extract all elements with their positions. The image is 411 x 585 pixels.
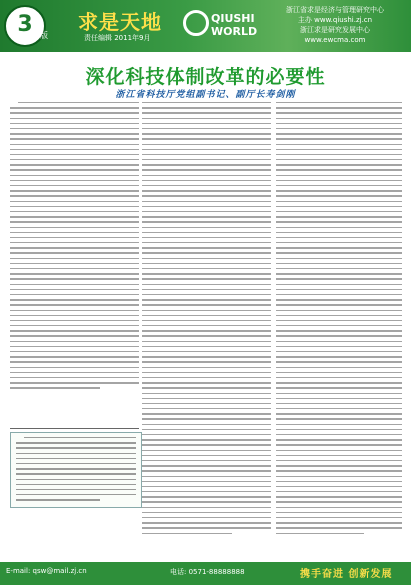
text-line — [276, 278, 402, 279]
text-line — [276, 175, 402, 176]
text-line — [276, 444, 402, 445]
text-line — [10, 237, 139, 238]
text-line — [276, 377, 402, 378]
text-line — [10, 278, 139, 279]
text-line — [10, 201, 139, 202]
text-line — [10, 138, 139, 139]
text-line — [142, 107, 271, 108]
text-line — [10, 190, 139, 191]
text-line — [142, 507, 271, 508]
text-line — [142, 227, 271, 228]
text-line — [142, 232, 271, 233]
text-line — [10, 320, 139, 321]
text-line — [16, 458, 136, 459]
text-line — [10, 361, 139, 362]
text-line — [276, 154, 402, 155]
text-line — [276, 382, 402, 383]
text-line — [142, 418, 271, 419]
text-line — [276, 455, 402, 456]
text-line — [10, 346, 139, 347]
text-line — [142, 273, 271, 274]
text-line — [276, 211, 402, 212]
masthead-info-line: 浙江求是研究发展中心 — [300, 26, 370, 34]
text-line — [276, 201, 402, 202]
text-line — [10, 175, 139, 176]
text-line — [142, 486, 271, 487]
text-line — [142, 346, 271, 347]
text-line — [142, 382, 271, 383]
text-line — [10, 299, 139, 300]
text-line — [142, 299, 271, 300]
text-line — [142, 424, 271, 425]
text-line — [142, 278, 271, 279]
text-line — [142, 403, 271, 404]
text-line — [10, 273, 139, 274]
text-line — [142, 221, 271, 222]
masthead — [0, 0, 411, 52]
text-line — [10, 252, 139, 253]
text-line — [142, 335, 271, 336]
text-line — [276, 138, 402, 139]
text-line — [10, 144, 139, 145]
text-line — [276, 227, 402, 228]
footer-bar — [0, 562, 411, 585]
text-line — [276, 408, 402, 409]
text-line — [142, 144, 271, 145]
text-line — [276, 346, 402, 347]
masthead-info-line: 主办 www.qiushi.zj.cn — [297, 16, 373, 24]
text-line — [276, 294, 402, 295]
footer-slogan: 携手奋进 创新发展 — [300, 569, 393, 580]
text-line — [10, 185, 139, 186]
text-line — [10, 221, 139, 222]
sidebar-note-box — [10, 432, 142, 508]
text-line — [16, 463, 136, 464]
text-line — [10, 247, 139, 248]
text-line — [142, 237, 271, 238]
text-line — [10, 180, 139, 181]
text-line — [276, 335, 402, 336]
text-line — [276, 273, 402, 274]
text-line — [142, 408, 271, 409]
text-line — [276, 320, 402, 321]
text-line — [10, 206, 139, 207]
text-line — [142, 315, 271, 316]
text-line — [142, 164, 271, 165]
text-line — [142, 294, 271, 295]
text-line — [142, 496, 271, 497]
text-line — [10, 304, 139, 305]
text-line — [276, 123, 402, 124]
text-line — [18, 102, 139, 103]
text-line — [276, 522, 402, 523]
text-line — [276, 361, 402, 362]
text-line — [142, 470, 271, 471]
text-line — [16, 453, 136, 454]
logo-word-top: QIUSHI — [211, 12, 255, 25]
text-line — [142, 175, 271, 176]
text-line — [276, 507, 402, 508]
text-line — [16, 479, 136, 480]
text-line — [276, 107, 402, 108]
text-line — [10, 310, 139, 311]
text-line — [10, 330, 139, 331]
masthead-info-line: 浙江省求是经济与管理研究中心 — [286, 6, 384, 14]
text-line — [142, 252, 271, 253]
text-line — [142, 190, 271, 191]
text-line — [10, 242, 139, 243]
text-line — [276, 216, 402, 217]
text-line — [276, 517, 402, 518]
text-line — [276, 304, 402, 305]
text-line — [276, 299, 402, 300]
text-line — [276, 413, 402, 414]
text-line — [142, 195, 271, 196]
logo-ring-icon — [183, 10, 209, 36]
text-line — [10, 258, 139, 259]
text-line — [276, 403, 402, 404]
text-line — [10, 341, 139, 342]
text-line — [10, 164, 139, 165]
text-line — [276, 439, 402, 440]
text-line — [142, 527, 271, 528]
article-column-2 — [142, 102, 271, 538]
text-line — [142, 522, 271, 523]
masthead-info-line: www.ewcma.com — [304, 36, 366, 44]
text-line — [142, 387, 271, 388]
text-line — [16, 484, 136, 485]
text-line — [16, 473, 136, 474]
text-line — [276, 527, 402, 528]
text-line — [142, 434, 271, 435]
text-line — [276, 424, 402, 425]
text-line — [276, 330, 402, 331]
text-line — [10, 325, 139, 326]
text-line — [10, 263, 139, 264]
text-line — [16, 489, 136, 490]
text-line — [10, 216, 139, 217]
text-line — [276, 512, 402, 513]
text-line — [142, 154, 271, 155]
text-line — [276, 133, 402, 134]
text-line — [142, 439, 271, 440]
text-line — [142, 367, 271, 368]
text-line — [276, 398, 402, 399]
text-line — [276, 144, 402, 145]
text-line — [276, 102, 402, 103]
column-name: 求是天地 — [78, 10, 162, 34]
text-line — [142, 356, 271, 357]
text-line — [10, 149, 139, 150]
article-column-3 — [276, 102, 402, 538]
text-line — [10, 232, 139, 233]
text-line — [276, 470, 402, 471]
text-line — [142, 455, 271, 456]
text-line — [10, 268, 139, 269]
text-line — [142, 512, 271, 513]
text-line — [276, 429, 402, 430]
text-line — [16, 447, 136, 448]
article-author: 浙江省科技厅党组副书记、副厅长寿剑刚 — [115, 90, 296, 100]
page-number: 3 — [17, 12, 33, 37]
text-line — [276, 393, 402, 394]
text-line — [10, 112, 139, 113]
text-line — [142, 185, 271, 186]
text-line — [276, 496, 402, 497]
text-line — [142, 263, 271, 264]
article-column-1 — [10, 102, 139, 393]
text-line — [276, 315, 402, 316]
text-line — [276, 533, 364, 534]
article-title: 深化科技体制改革的必要性 — [85, 66, 326, 88]
text-line — [276, 284, 402, 285]
text-line — [276, 486, 402, 487]
text-line — [10, 372, 139, 373]
text-line — [142, 325, 271, 326]
footer-email[interactable]: E-mail: qsw@mail.zj.cn — [6, 567, 87, 575]
text-line — [276, 221, 402, 222]
text-line — [276, 418, 402, 419]
text-line — [142, 247, 271, 248]
text-line — [16, 494, 136, 495]
text-line — [276, 164, 402, 165]
text-line — [142, 169, 271, 170]
text-line — [142, 481, 271, 482]
text-line — [276, 310, 402, 311]
text-line — [10, 335, 139, 336]
text-line — [142, 216, 271, 217]
text-line — [276, 180, 402, 181]
text-line — [142, 351, 271, 352]
text-line — [24, 437, 136, 438]
text-line — [276, 232, 402, 233]
text-line — [276, 387, 402, 388]
text-line — [10, 128, 139, 129]
text-line — [276, 481, 402, 482]
text-line — [142, 201, 271, 202]
text-line — [142, 128, 271, 129]
text-line — [10, 211, 139, 212]
text-line — [142, 501, 271, 502]
text-line — [142, 133, 271, 134]
logo-word-bottom: WORLD — [211, 25, 258, 38]
column-subtitle: 责任编辑 2011年9月 — [84, 34, 151, 42]
text-line — [276, 476, 402, 477]
text-line — [10, 382, 139, 383]
text-line — [142, 123, 271, 124]
text-line — [10, 133, 139, 134]
footer-phone: 电话: 0571-88888888 — [170, 568, 245, 576]
text-line — [276, 128, 402, 129]
text-line — [10, 107, 139, 108]
text-line — [276, 169, 402, 170]
text-line — [142, 476, 271, 477]
text-line — [276, 434, 402, 435]
text-line — [10, 154, 139, 155]
text-line — [276, 372, 402, 373]
text-line — [10, 169, 139, 170]
text-line — [276, 190, 402, 191]
text-line — [10, 387, 100, 388]
text-line — [16, 468, 136, 469]
text-line — [142, 289, 271, 290]
text-line — [276, 351, 402, 352]
text-line — [10, 377, 139, 378]
text-line — [142, 450, 271, 451]
text-line — [276, 289, 402, 290]
text-line — [276, 356, 402, 357]
text-line — [276, 341, 402, 342]
text-line — [276, 206, 402, 207]
text-line — [142, 258, 271, 259]
page-unit: 版 — [40, 31, 48, 40]
box-divider — [10, 428, 139, 429]
text-line — [276, 367, 402, 368]
text-line — [142, 429, 271, 430]
qiushi-logo — [183, 10, 258, 40]
text-line — [142, 206, 271, 207]
text-line — [276, 325, 402, 326]
text-line — [16, 499, 100, 500]
text-line — [10, 315, 139, 316]
text-line — [142, 138, 271, 139]
text-line — [142, 102, 271, 103]
text-line — [142, 149, 271, 150]
text-line — [10, 123, 139, 124]
text-line — [10, 367, 139, 368]
text-line — [16, 442, 136, 443]
text-line — [10, 294, 139, 295]
text-line — [276, 118, 402, 119]
text-line — [142, 180, 271, 181]
text-line — [142, 341, 271, 342]
text-line — [276, 242, 402, 243]
text-line — [142, 398, 271, 399]
text-line — [276, 263, 402, 264]
text-line — [10, 227, 139, 228]
text-line — [142, 465, 271, 466]
masthead-info — [262, 5, 408, 45]
text-line — [142, 361, 271, 362]
text-line — [276, 237, 402, 238]
text-line — [142, 517, 271, 518]
text-line — [142, 413, 271, 414]
text-line — [276, 185, 402, 186]
text-line — [142, 112, 271, 113]
text-line — [142, 284, 271, 285]
text-line — [142, 491, 271, 492]
text-line — [10, 356, 139, 357]
text-line — [142, 304, 271, 305]
text-line — [10, 118, 139, 119]
text-line — [142, 118, 271, 119]
text-line — [276, 252, 402, 253]
text-line — [10, 195, 139, 196]
text-line — [142, 159, 271, 160]
text-line — [276, 159, 402, 160]
text-line — [276, 112, 402, 113]
text-line — [142, 444, 271, 445]
text-line — [10, 159, 139, 160]
text-line — [276, 450, 402, 451]
text-line — [276, 149, 402, 150]
text-line — [10, 351, 139, 352]
text-line — [142, 242, 271, 243]
text-line — [276, 491, 402, 492]
text-line — [276, 460, 402, 461]
text-line — [276, 465, 402, 466]
text-line — [276, 501, 402, 502]
text-line — [142, 533, 232, 534]
text-line — [142, 211, 271, 212]
text-line — [142, 393, 271, 394]
text-line — [276, 195, 402, 196]
text-line — [142, 268, 271, 269]
text-line — [142, 372, 271, 373]
text-line — [142, 330, 271, 331]
text-line — [10, 289, 139, 290]
text-line — [142, 377, 271, 378]
text-line — [276, 258, 402, 259]
text-line — [142, 310, 271, 311]
text-line — [276, 268, 402, 269]
text-line — [142, 320, 271, 321]
text-line — [276, 247, 402, 248]
text-line — [142, 460, 271, 461]
text-line — [10, 284, 139, 285]
